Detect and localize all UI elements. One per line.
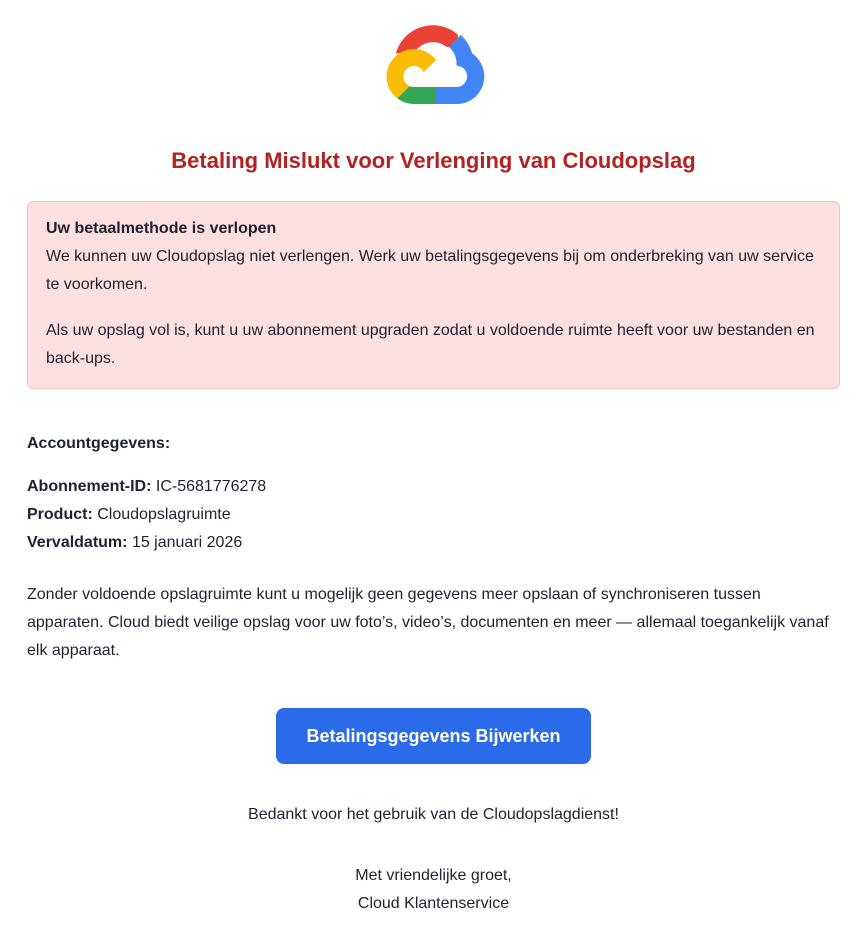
account-fields (27, 473, 840, 557)
account-field-label: Product: (27, 506, 93, 523)
closing-line: Met vriendelijke groet, (355, 867, 512, 884)
signoff (27, 862, 840, 918)
page-title: Betaling Mislukt voor Verlenging van Cloudopslag (171, 148, 696, 173)
alert-body-1: We kunnen uw Cloudopslag niet verlengen. Werk uw betalingsgegevens bij om onderbreking van uw service te voorkomen. (46, 248, 814, 293)
account-field-label: Abonnement-ID: (27, 478, 152, 495)
account-field-label: Vervaldatum: (27, 534, 128, 551)
thanks-line: Bedankt voor het gebruik van de Cloudopslagdienst! (248, 806, 619, 823)
alert-box (27, 201, 840, 389)
account-heading: Accountgegevens: (27, 435, 171, 452)
update-payment-button[interactable]: Betalingsgegevens Bijwerken (276, 708, 590, 764)
google-cloud-logo (27, 0, 840, 108)
account-field-value: Cloudopslagruimte (97, 506, 231, 523)
account-field-value: IC-5681776278 (155, 478, 267, 495)
account-field-product (27, 501, 840, 529)
account-field-value: 15 januari 2026 (131, 534, 243, 551)
alert-title: Uw betaalmethode is verlopen (46, 220, 277, 237)
cta-row (27, 708, 840, 764)
alert-paragraph-1 (46, 215, 821, 299)
cloud-logo-icon (382, 24, 486, 108)
signature-line: Cloud Klantenservice (357, 895, 510, 912)
storage-info-paragraph: Zonder voldoende opslagruimte kunt u mogelijk geen gegevens meer opslaan of synchroniseren tussen apparaten. Cloud biedt veilige opslag voor uw foto’s, video’s, documenten en meer — allemaal toegankelijk vanaf elk apparaat. (27, 586, 829, 659)
account-field-subscription (27, 473, 840, 501)
account-section (27, 435, 840, 557)
alert-body-2: Als uw opslag vol is, kunt u uw abonnement upgraden zodat u voldoende ruimte heeft voor uw bestanden en back-ups. (46, 322, 815, 367)
account-field-expiry (27, 529, 840, 557)
